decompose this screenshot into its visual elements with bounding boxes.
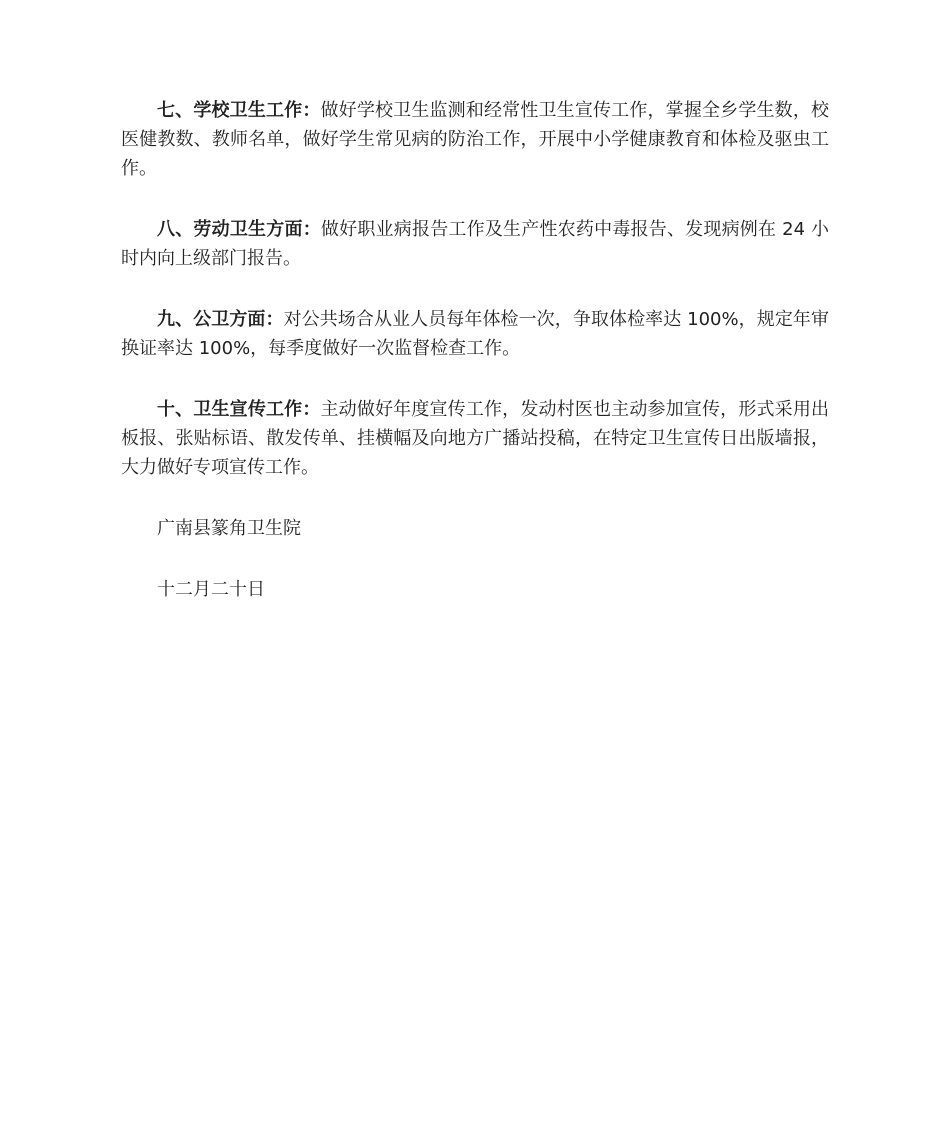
- section-public-health: [121, 305, 829, 363]
- section-body: 做好学校卫生监测和经常性卫生宣传工作，掌握全乡学生数，校医健教数、教师名单，做好学生常见病的防治工作，开展中小学健康教育和体检及驱虫工作。: [121, 100, 829, 179]
- section-heading: 七、学校卫生工作：: [157, 100, 321, 121]
- section-body: 对公共场合从业人员每年体检一次，争取体检率达 100%，规定年审换证率达 100%，每季度做好一次监督检查工作。: [121, 309, 829, 359]
- section-body: 主动做好年度宣传工作，发动村医也主动参加宣传，形式采用出板报、张贴标语、散发传单、挂横幅及向地方广播站投稿，在特定卫生宣传日出版墙报，大力做好专项宣传工作。: [121, 399, 829, 478]
- signature-date: 十二月二十日: [157, 579, 265, 600]
- signature-organization: 广南县篆角卫生院: [157, 518, 301, 539]
- section-labor-health: [121, 215, 829, 273]
- document-content: [121, 96, 829, 636]
- section-school-health: [121, 96, 829, 183]
- section-health-publicity: [121, 395, 829, 482]
- section-heading: 十、卫生宣传工作：: [157, 399, 321, 420]
- section-heading: 八、劳动卫生方面：: [157, 219, 321, 240]
- section-heading: 九、公卫方面：: [157, 309, 284, 330]
- section-body: 做好职业病报告工作及生产性农药中毒报告、发现病例在 24 小时内向上级部门报告。: [121, 219, 829, 269]
